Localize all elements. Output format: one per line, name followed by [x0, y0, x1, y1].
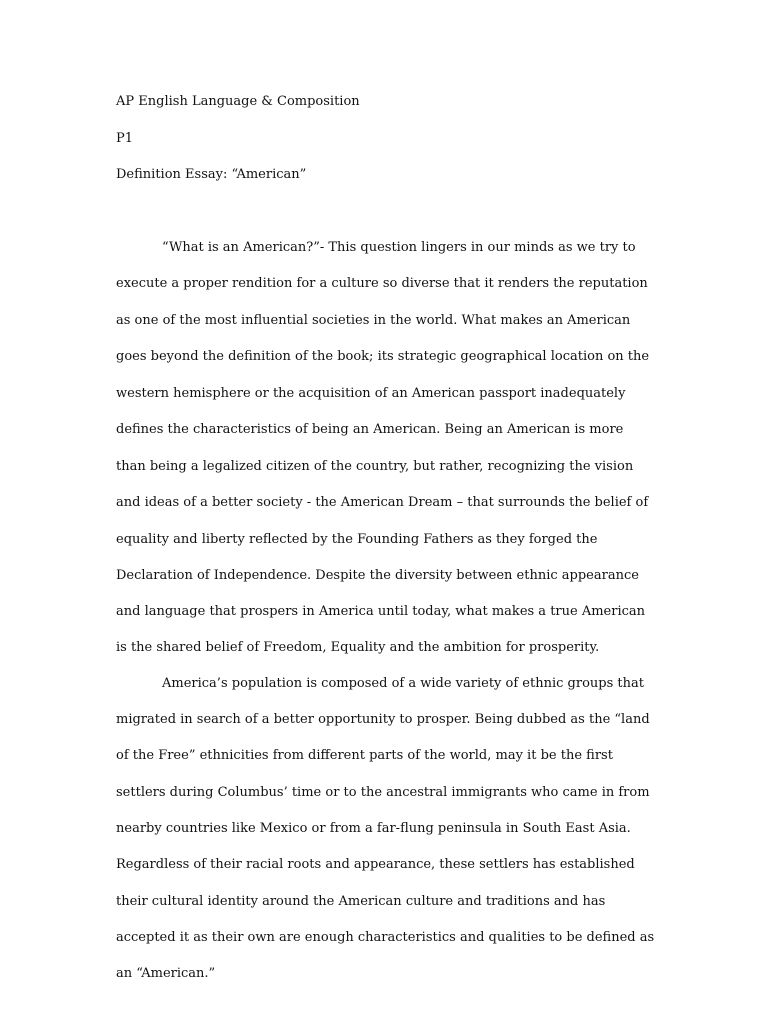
- paragraph-1-line: and ideas of a better society - the American Dream – that surrounds the belief of: [116, 495, 649, 510]
- paragraph-2-line: accepted it as their own are enough characteristics and qualities to be defined as: [116, 930, 655, 945]
- paragraph-2-line: of the Free” ethnicities from different parts of the world, may it be the first: [116, 748, 613, 763]
- paragraph-1-line: is the shared belief of Freedom, Equality and the ambition for prosperity.: [116, 640, 600, 655]
- paragraph-1-line: Declaration of Independence. Despite the diversity between ethnic appearance: [116, 568, 639, 583]
- paragraph-1-line: as one of the most influential societies in the world. What makes an American: [116, 313, 631, 328]
- paragraph-1-line: western hemisphere or the acquisition of an American passport inadequately: [116, 386, 626, 401]
- paragraph-1-line: defines the characteristics of being an American. Being an American is more: [116, 422, 624, 437]
- paragraph-2-line: America’s population is composed of a wide variety of ethnic groups that: [162, 676, 644, 691]
- paragraph-1-line: and language that prospers in America until today, what makes a true American: [116, 604, 646, 619]
- paragraph-2-line: an “American.”: [116, 966, 216, 981]
- paragraph-2-line: nearby countries like Mexico or from a far-flung peninsula in South East Asia.: [116, 821, 631, 836]
- paragraph-2-line: their cultural identity around the American culture and traditions and has: [116, 894, 606, 909]
- paragraph-1-line: than being a legalized citizen of the country, but rather, recognizing the vision: [116, 459, 634, 474]
- paragraph-1-line: equality and liberty reflected by the Founding Fathers as they forged the: [116, 532, 598, 547]
- paragraph-2-line: settlers during Columbus’ time or to the ancestral immigrants who came in from: [116, 785, 650, 800]
- class-period: P1: [116, 131, 134, 146]
- paragraph-1-line: “What is an American?”- This question lingers in our minds as we try to: [162, 240, 636, 255]
- essay-title: Definition Essay: “American”: [116, 167, 307, 182]
- paragraph-2-line: migrated in search of a better opportunity to prosper. Being dubbed as the “land: [116, 712, 650, 727]
- paragraph-2-line: Regardless of their racial roots and appearance, these settlers has established: [116, 857, 635, 872]
- paragraph-1-line: execute a proper rendition for a culture so diverse that it renders the reputation: [116, 276, 648, 291]
- paragraph-1-line: goes beyond the definition of the book; its strategic geographical location on the: [116, 349, 650, 364]
- course-heading: AP English Language & Composition: [116, 94, 360, 109]
